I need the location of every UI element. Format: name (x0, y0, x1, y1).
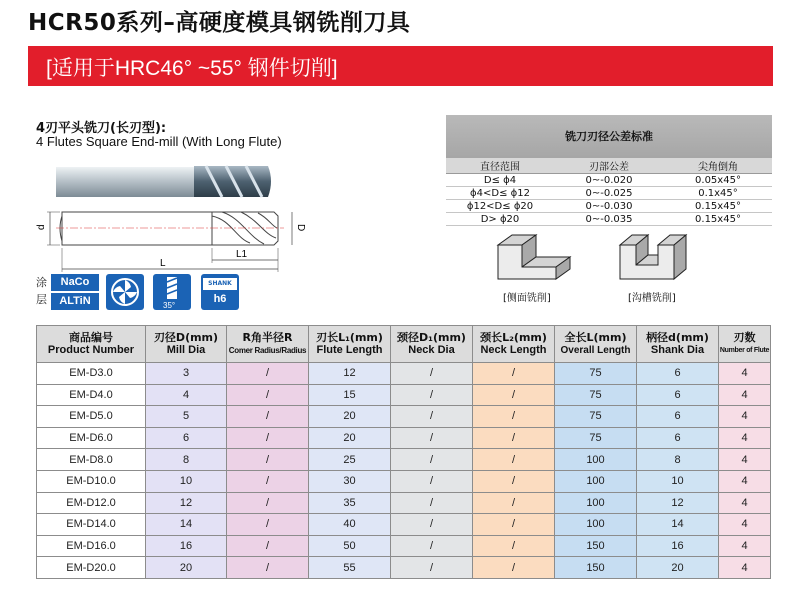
table-cell: / (473, 535, 555, 557)
table-cell: 4 (719, 384, 771, 406)
dim-D-label: D (295, 224, 306, 232)
table-cell: / (227, 449, 309, 471)
slot-milling-caption: [沟槽铣削] (628, 293, 676, 304)
dim-L1-label: L1 (236, 249, 248, 260)
table-cell: 20 (146, 557, 227, 579)
table-cell: / (227, 514, 309, 536)
table-cell: / (473, 427, 555, 449)
table-cell: EM-D20.0 (37, 557, 146, 579)
header-flute-length: 刃长L₁(mm) Flute Length (309, 326, 391, 363)
table-cell: 6 (637, 363, 719, 385)
table-cell: 4 (719, 514, 771, 536)
table-cell: / (473, 406, 555, 428)
table-cell: / (227, 406, 309, 428)
slot-milling-illustration (618, 233, 698, 283)
table-cell: / (473, 492, 555, 514)
table-row (37, 514, 771, 536)
helix-angle-label: 35° (163, 301, 176, 310)
table-cell: 6 (637, 384, 719, 406)
table-cell: 8 (637, 449, 719, 471)
table-row (37, 449, 771, 471)
coating-altin: ALTiN (51, 293, 99, 310)
coating-label: 涂 层 (36, 276, 47, 306)
table-cell: EM-D12.0 (37, 492, 146, 514)
page-title: HCR50系列–高硬度模具钢铣削刀具 (28, 10, 411, 36)
table-cell: / (227, 363, 309, 385)
table-row (37, 492, 771, 514)
table-header-row (37, 326, 771, 363)
tolerance-row: ϕ4<D≤ ϕ12 0~-0.025 0.1x45° (446, 187, 772, 200)
table-cell: 4 (719, 427, 771, 449)
table-cell: 100 (555, 492, 637, 514)
table-cell: / (227, 535, 309, 557)
table-cell: 6 (146, 427, 227, 449)
shank-tolerance-badge (201, 274, 239, 310)
table-cell: 14 (637, 514, 719, 536)
dim-d-label: d (36, 224, 47, 230)
side-milling-illustration (494, 233, 574, 283)
table-cell: / (391, 363, 473, 385)
tolerance-header: 刃部公差 (554, 158, 664, 174)
table-cell: 4 (719, 363, 771, 385)
table-row (37, 535, 771, 557)
end-mill-drawing (36, 160, 306, 275)
table-cell: 10 (637, 470, 719, 492)
coating-badge (51, 274, 99, 310)
table-cell: 10 (146, 470, 227, 492)
table-cell: 4 (719, 492, 771, 514)
table-cell: 12 (309, 363, 391, 385)
table-cell: 4 (719, 535, 771, 557)
table-cell: 16 (637, 535, 719, 557)
table-cell: 6 (637, 427, 719, 449)
helix-angle-icon (153, 274, 191, 310)
table-cell: 75 (555, 406, 637, 428)
table-cell: / (227, 384, 309, 406)
table-cell: 12 (637, 492, 719, 514)
tolerance-header: 尖角倒角 (664, 158, 772, 174)
table-cell: 35 (309, 492, 391, 514)
tolerance-table (446, 115, 772, 226)
table-cell: 75 (555, 363, 637, 385)
table-row (37, 363, 771, 385)
table-cell: / (473, 363, 555, 385)
table-cell: / (391, 449, 473, 471)
table-cell: 20 (637, 557, 719, 579)
tolerance-title: 铣刀刃径公差标准 (446, 115, 772, 158)
table-cell: / (391, 427, 473, 449)
application-banner (28, 46, 773, 86)
table-cell: 40 (309, 514, 391, 536)
table-cell: 4 (719, 470, 771, 492)
product-type-en: 4 Flutes Square End-mill (With Long Flute) (36, 134, 282, 149)
table-cell: / (473, 449, 555, 471)
table-cell: 3 (146, 363, 227, 385)
table-cell: 150 (555, 535, 637, 557)
header-mill-dia: 刃径D(mm) Mill Dia (146, 326, 227, 363)
table-cell: 4 (719, 406, 771, 428)
banner-text: [适用于HRC46° ~55° 钢件切削] (46, 57, 338, 80)
table-cell: 15 (309, 384, 391, 406)
product-type-cn: 4刃平头铣刀(长刃型): (36, 121, 167, 136)
table-cell: EM-D10.0 (37, 470, 146, 492)
table-cell: 75 (555, 427, 637, 449)
table-cell: / (391, 406, 473, 428)
table-row (37, 427, 771, 449)
header-product-number: 商品编号 Product Number (37, 326, 146, 363)
four-flute-icon (106, 274, 144, 310)
shank-label: SHANK (203, 278, 237, 290)
table-row (37, 406, 771, 428)
table-cell: 4 (719, 449, 771, 471)
header-shank-dia: 柄径d(mm) Shank Dia (637, 326, 719, 363)
table-cell: 16 (146, 535, 227, 557)
table-cell: EM-D14.0 (37, 514, 146, 536)
table-row (37, 384, 771, 406)
table-cell: 12 (146, 492, 227, 514)
table-cell: / (391, 470, 473, 492)
table-cell: / (391, 492, 473, 514)
table-cell: 25 (309, 449, 391, 471)
table-cell: 14 (146, 514, 227, 536)
header-neck-dia: 颈径D₁(mm) Neck Dia (391, 326, 473, 363)
table-cell: 30 (309, 470, 391, 492)
table-cell: 100 (555, 514, 637, 536)
table-cell: 8 (146, 449, 227, 471)
table-cell: / (391, 557, 473, 579)
table-cell: EM-D16.0 (37, 535, 146, 557)
table-cell: / (473, 470, 555, 492)
table-cell: EM-D4.0 (37, 384, 146, 406)
tolerance-header: 直径范围 (446, 158, 554, 174)
table-cell: EM-D3.0 (37, 363, 146, 385)
table-cell: EM-D8.0 (37, 449, 146, 471)
table-cell: 150 (555, 557, 637, 579)
table-row (37, 470, 771, 492)
tolerance-row: D≤ ϕ4 0~-0.020 0.05x45° (446, 174, 772, 187)
header-flute-count: 刃数 Number of Flute (719, 326, 771, 363)
table-cell: EM-D5.0 (37, 406, 146, 428)
header-overall-length: 全长L(mm) Overall Length (555, 326, 637, 363)
table-cell: / (227, 492, 309, 514)
table-cell: 55 (309, 557, 391, 579)
table-cell: / (227, 470, 309, 492)
header-corner-radius: R角半径R Comer Radius/Radius (227, 326, 309, 363)
table-cell: / (473, 514, 555, 536)
table-cell: 5 (146, 406, 227, 428)
coating-naco: NaCo (51, 274, 99, 291)
table-cell: / (227, 427, 309, 449)
table-cell: 20 (309, 406, 391, 428)
table-row (37, 557, 771, 579)
table-cell: 75 (555, 384, 637, 406)
tolerance-row: ϕ12<D≤ ϕ20 0~-0.030 0.15x45° (446, 200, 772, 213)
table-cell: / (391, 535, 473, 557)
dim-L-label: L (160, 258, 166, 269)
table-cell: / (391, 514, 473, 536)
specification-table (36, 325, 771, 579)
table-cell: / (227, 557, 309, 579)
header-neck-length: 颈长L₂(mm) Neck Length (473, 326, 555, 363)
table-cell: / (473, 557, 555, 579)
table-cell: 100 (555, 449, 637, 471)
table-cell: 20 (309, 427, 391, 449)
table-cell: 50 (309, 535, 391, 557)
table-cell: EM-D6.0 (37, 427, 146, 449)
table-cell: 4 (146, 384, 227, 406)
shank-tolerance: h6 (213, 293, 227, 305)
tolerance-row: D> ϕ20 0~-0.035 0.15x45° (446, 213, 772, 226)
table-cell: 100 (555, 470, 637, 492)
table-cell: / (473, 384, 555, 406)
table-cell: 4 (719, 557, 771, 579)
side-milling-caption: [侧面铣削] (503, 293, 551, 304)
table-cell: / (391, 384, 473, 406)
table-cell: 6 (637, 406, 719, 428)
